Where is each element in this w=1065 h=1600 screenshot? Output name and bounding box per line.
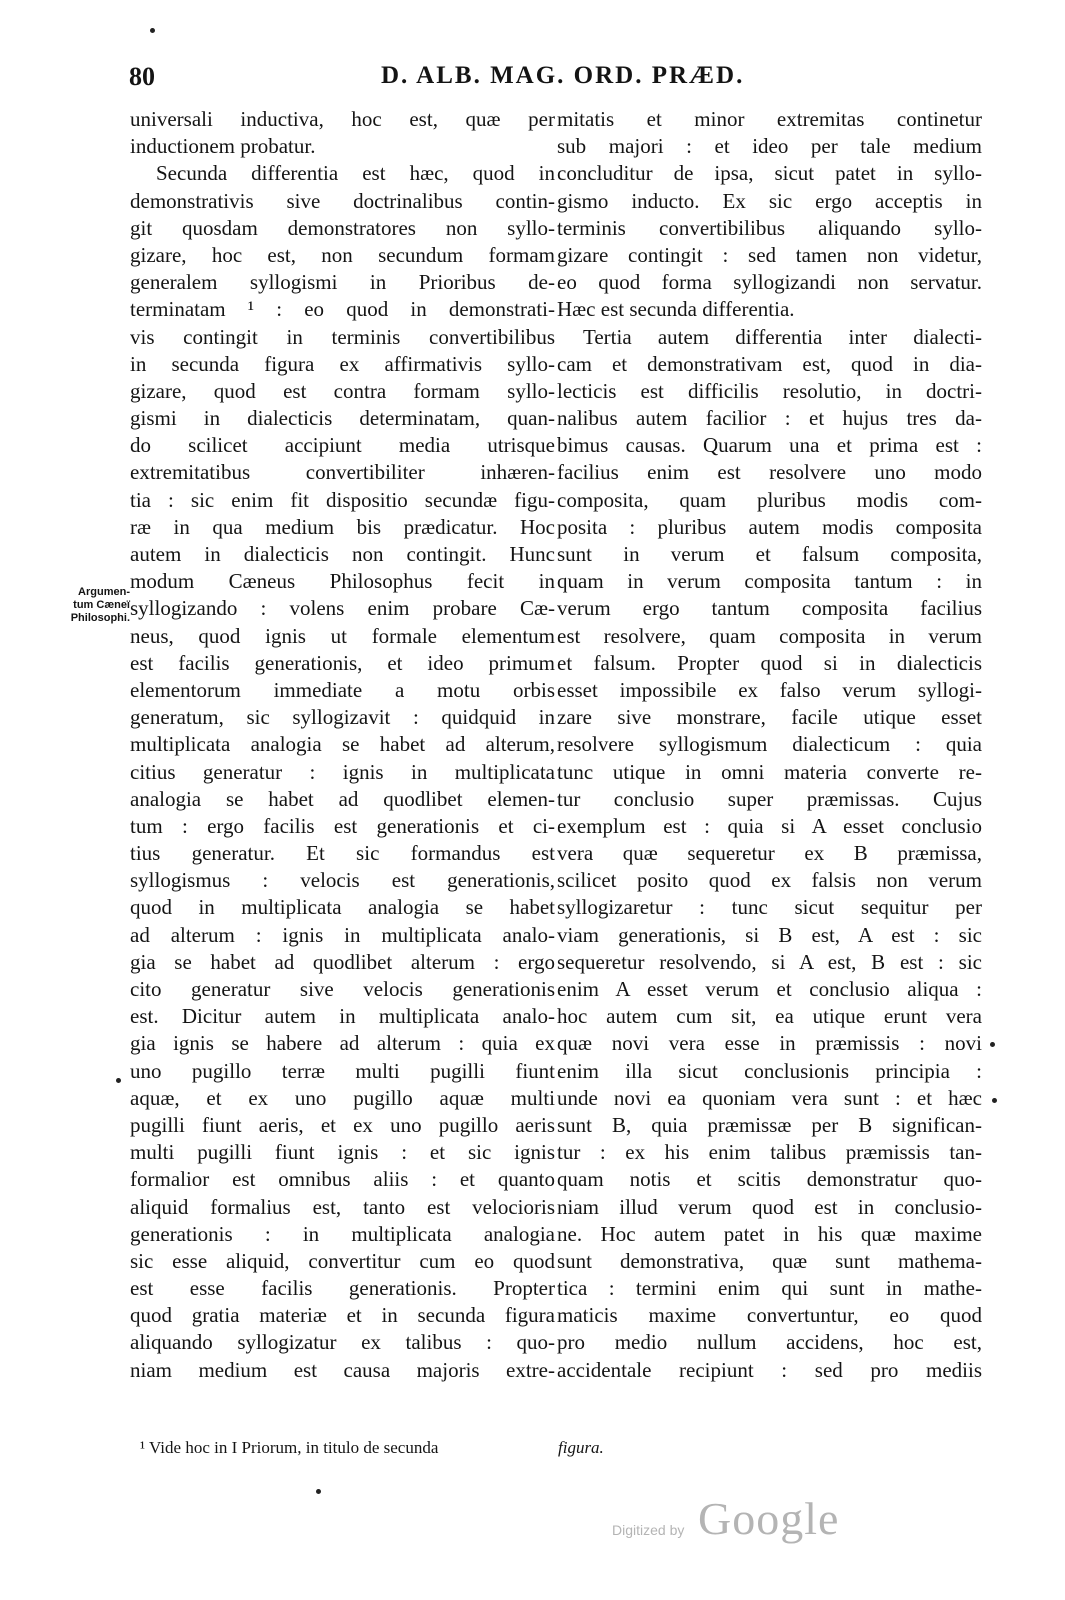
text-line: composita, quam pluribus modis com- (557, 487, 982, 512)
text-line: elementorum immediate a motu orbis (130, 677, 555, 702)
text-line: sequeretur resolvendo, si A est, B est : sic (557, 949, 982, 974)
text-line: eo quod forma syllogizandi non servatur. (557, 270, 982, 295)
text-line: aquæ, et ex uno pugillo aquæ multi (130, 1085, 555, 1110)
footnote-text: ¹ Vide hoc in I Priorum, in titulo de secunda (140, 1438, 439, 1457)
running-head: D. ALB. MAG. ORD. PRÆD. (381, 62, 745, 89)
text-line: unde novi ea quoniam vera sunt : et hæc (557, 1085, 982, 1110)
text-line: exemplum est : quia si A esset conclusio (557, 813, 982, 838)
text-line: analogia se habet ad quodlibet elemen- (130, 786, 555, 811)
text-line: terminatam ¹ : eo quod in demonstrati- (130, 297, 555, 322)
text-line: sic esse aliquid, convertitur cum eo quod (130, 1248, 555, 1273)
text-line: cito generatur sive velocis generationis (130, 977, 555, 1001)
text-line: ræ in qua medium bis prædicatur. Hoc (130, 514, 555, 539)
footnote-continuation: figura. (558, 1438, 604, 1457)
text-line: generatum, sic syllogizavit : quidquid in (130, 705, 555, 730)
margin-note-line: Philosophi. (70, 612, 130, 624)
text-line: zare sive monstrare, facile utique esset (557, 705, 982, 730)
text-line: esset impossibile ex falso verum syllogi- (557, 677, 982, 702)
text-line: est. Dicitur autem in multiplicata analo- (130, 1004, 555, 1029)
text-line: autem in dialecticis non contingit. Hunc (130, 542, 555, 566)
text-line: syllogizaretur : tunc sicut sequitur per (557, 895, 982, 920)
text-line: est facilis generationis, et ideo primum (130, 650, 555, 675)
text-line: maticis maxime convertuntur, eo quod (557, 1303, 982, 1328)
text-line: syllogismus : velocis est generationis, (130, 868, 555, 893)
text-line: tia : sic enim fit dispositio secundæ figu- (130, 487, 555, 512)
text-line: inductionem probatur. (130, 134, 316, 159)
text-line: Hæc est secunda differentia. (557, 297, 795, 322)
text-line: modum Cæneus Philosophus fecit in (130, 569, 555, 594)
text-line: terminis convertibilibus aliquando syllo- (557, 215, 982, 240)
text-line: quam in verum composita tantum : in (557, 569, 982, 594)
text-line: vis contingit in terminis convertibilibus (130, 324, 555, 349)
text-line: quam notis et scitis demonstratur quo- (557, 1167, 982, 1192)
text-line: quæ novi vera esse in præmissis : novi (557, 1031, 982, 1056)
left-column (130, 106, 555, 1384)
right-column (557, 106, 982, 1384)
watermark-prefix: Digitized by (612, 1522, 685, 1538)
ink-speck (116, 1078, 121, 1083)
text-line: git quosdam demonstratores non syllo- (130, 215, 555, 240)
text-line: resolvere syllogismum dialecticum : quia (557, 732, 982, 757)
ink-speck (316, 1489, 321, 1494)
text-line: tica : termini enim qui sunt in mathe- (557, 1276, 982, 1301)
text-line: bimus causas. Quarum una et prima est : (557, 433, 982, 458)
google-logo: Google (698, 1493, 840, 1544)
text-line: accidentale recipiunt : sed pro mediis (557, 1357, 982, 1382)
text-line: demonstrativis sive doctrinalibus contin- (130, 188, 555, 213)
text-line: formalior est omnibus aliis : et quanto (130, 1167, 555, 1192)
text-line: tum : ergo facilis est generationis et ci- (130, 813, 555, 838)
text-line: aliquid formalius est, tanto est velocioris (130, 1194, 555, 1219)
text-line: uno pugillo terræ multi pugilli fiunt (130, 1058, 555, 1083)
text-line: quod in multiplicata analogia se habet (130, 895, 555, 920)
text-line: generalem syllogismi in Prioribus de- (130, 270, 555, 295)
text-line: facilius enim est resolvere uno modo (557, 460, 982, 485)
text-line: do scilicet accipiunt media utrisque (130, 433, 555, 458)
text-line: generationis : in multiplicata analogia (130, 1221, 555, 1246)
text-line: extremitatibus convertibiliter inhæren- (130, 460, 555, 485)
text-line: sunt in verum et falsum composita, (557, 542, 982, 566)
text-line: pro medio nullum accidens, hoc est, (557, 1330, 982, 1355)
text-line: tur conclusio super præmissas. Cujus (557, 786, 982, 811)
text-line: multiplicata analogia se habet ad alterum, (130, 732, 555, 757)
footnote (140, 1438, 1000, 1468)
text-line: gia ignis se habere ad alterum : quia ex (130, 1031, 555, 1056)
text-line: hoc autem cum sit, ea utique erunt vera (557, 1004, 982, 1029)
text-line: est resolvere, quam composita in verum (557, 623, 982, 648)
text-line: multi pugilli fiunt ignis : et sic ignis (130, 1140, 555, 1165)
ink-speck (150, 28, 155, 33)
text-line: vera quæ sequeretur ex B præmissa, (557, 841, 982, 866)
text-line: verum ergo tantum composita facilius (557, 596, 982, 621)
text-line: et falsum. Propter quod si in dialecticis (557, 650, 982, 675)
text-line: gizare, quod est contra formam syllo- (130, 378, 555, 403)
text-line: mitatis et minor extremitas continetur (557, 107, 982, 131)
text-line: sub majori : et ideo per tale medium (557, 134, 982, 159)
text-line: syllogizando : volens enim probare Cæ- (130, 596, 555, 621)
ink-speck (990, 1042, 995, 1047)
ink-speck (992, 1098, 997, 1103)
text-line: nalibus autem facilior : et hujus tres da- (557, 406, 982, 431)
text-line: sunt demonstrativa, quæ sunt mathema- (557, 1248, 982, 1273)
text-line: tius generatur. Et sic formandus est (130, 841, 555, 866)
page-header (125, 62, 960, 102)
text-line: concluditur de ipsa, sicut patet in syllo- (557, 161, 982, 186)
text-line: aliquando syllogizatur ex talibus : quo- (130, 1330, 555, 1355)
text-line: cam et demonstrativam est, quod in dia- (557, 351, 982, 376)
text-line: ne. Hoc autem patet in his quæ maxime (557, 1221, 982, 1246)
text-line: tur : ex his enim talibus præmissis tan- (557, 1140, 982, 1165)
text-line: enim A esset verum et conclusio aliqua : (557, 977, 982, 1001)
text-line: neus, quod ignis ut formale elementum (130, 623, 555, 648)
text-line: universali inductiva, hoc est, quæ per (130, 107, 555, 131)
text-line: scilicet posito quod ex falsis non verum (557, 868, 982, 893)
margin-note-line: Argumen- (78, 586, 130, 598)
text-line: gizare, hoc est, non secundum formam (130, 242, 555, 267)
text-line: tunc utique in omni materia converte re- (557, 759, 982, 784)
page-number: 80 (129, 62, 155, 91)
text-line: in secunda figura ex affirmativis syllo- (130, 351, 555, 376)
text-line: viam generationis, si B est, A est : sic (557, 922, 982, 947)
text-line: niam illud verum quod est in conclusio- (557, 1194, 982, 1219)
text-line: enim illa sicut conclusionis principia : (557, 1058, 982, 1083)
text-line: gizare contingit : sed tamen non videtur, (557, 242, 982, 267)
margin-note (18, 586, 130, 625)
text-line: posita : pluribus autem modis composita (557, 514, 982, 539)
margin-note-line: tum Cæneï (73, 599, 130, 611)
text-line: gia se habet ad quodlibet alterum : ergo (130, 949, 555, 974)
text-line: gismi in dialecticis determinatam, quan- (130, 406, 555, 431)
text-line: Secunda differentia est hæc, quod in (156, 161, 555, 186)
text-line: gismo inducto. Ex sic ergo acceptis in (557, 188, 982, 213)
text-line: pugilli fiunt aeris, et ex uno pugillo aeris (130, 1112, 555, 1137)
text-line: niam medium est causa majoris extre- (130, 1357, 555, 1382)
text-line: est esse facilis generationis. Propter (130, 1276, 555, 1301)
text-line: ad alterum : ignis in multiplicata analo- (130, 922, 555, 947)
text-line: sunt B, quia præmissæ per B significan- (557, 1112, 982, 1137)
text-line: citius generatur : ignis in multiplicata (130, 759, 555, 784)
text-line: quod gratia materiæ et in secunda figura (130, 1303, 555, 1328)
text-line: lecticis est difficilis resolutio, in doctri- (557, 378, 982, 403)
text-line: Tertia autem differentia inter dialecti- (583, 324, 982, 349)
